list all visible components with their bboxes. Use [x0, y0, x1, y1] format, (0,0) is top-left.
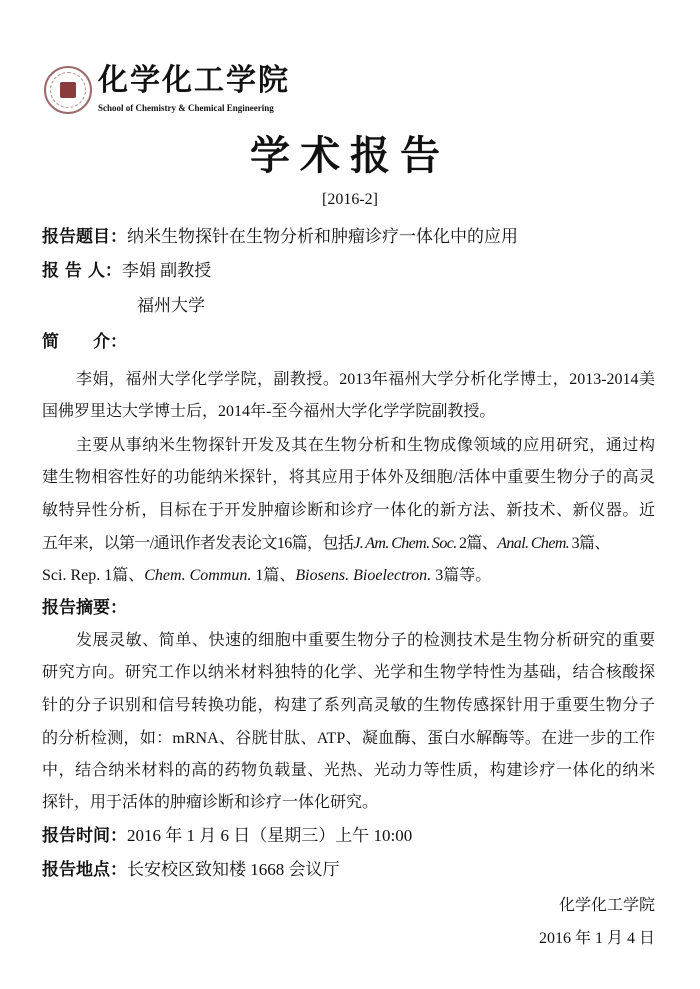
- time-value: 2016 年 1 月 6 日（星期三）上午 10:00: [127, 826, 413, 845]
- intro-label: 简 介：: [42, 332, 127, 352]
- report-number: [2016-2]: [322, 191, 378, 208]
- school-seal-logo: [44, 66, 92, 114]
- speaker-name: 李娟 副教授: [121, 261, 212, 280]
- text: 3篇、: [571, 535, 610, 552]
- logo-name-en: School of Chemistry & Chemical Engineering: [98, 103, 274, 113]
- text: 五年来，以第一/通讯作者发表论文16篇，包括: [42, 535, 354, 552]
- intro-line: 建生物相容性好的功能纳米探针，将其应用于体外及细胞/活体中重要生物分子的高灵: [42, 469, 655, 486]
- abstract-line: 中，结合纳米材料的高的药物负载量、光热、光动力等性质，构建诊疗一体化的纳米: [42, 762, 655, 779]
- signature-date: 2016 年 1 月 4 日: [538, 930, 655, 947]
- topic-label: 报告题目：: [42, 227, 127, 247]
- intro-line: [42, 534, 655, 554]
- speaker-row: [42, 260, 211, 282]
- abstract-line: 的分析检测，如：mRNA、谷胱甘肽、ATP、凝血酶、蛋白水解酶等。在进一步的工作: [42, 730, 655, 747]
- abstract-line: 发展灵敏、简单、快速的细胞中重要生物分子的检测技术是生物分析研究的重要: [76, 632, 655, 649]
- intro-line: [42, 566, 655, 586]
- place-label: 报告地点：: [42, 860, 127, 880]
- topic-row: [42, 226, 518, 248]
- text: Sci. Rep. 1篇、: [42, 567, 145, 584]
- journal-name: Biosens. Bioelectron.: [295, 567, 432, 584]
- intro-line: 国佛罗里达大学博士后，2014年-至今福州大学化学学院副教授。: [42, 403, 496, 420]
- intro-line: 李娟，福州大学化学学院，副教授。2013年福州大学分析化学博士，2013-2014美: [76, 371, 655, 388]
- speaker-affiliation: 福州大学: [137, 296, 205, 315]
- speaker-label: 报 告 人：: [42, 261, 122, 281]
- abstract-line: 针的分子识别和信号转换功能，构建了系列高灵敏的生物传感探针用于重要生物分子: [42, 697, 655, 714]
- text: 2篇、: [459, 535, 498, 552]
- abstract-line: 研究方向。研究工作以纳米材料独特的化学、光学和生物学特性为基础，结合核酸探: [42, 664, 655, 681]
- logo-name-cn: 化学化工学院: [98, 63, 290, 98]
- intro-line: 敏特异性分析，目标在于开发肿瘤诊断和诊疗一体化的新方法、新技术、新仪器。近: [42, 502, 655, 519]
- intro-line: 主要从事纳米生物探针开发及其在生物分析和生物成像领域的应用研究，通过构: [76, 437, 655, 454]
- abstract-label: 报告摘要：: [42, 598, 127, 618]
- abstract-line: 探针，用于活体的肿瘤诊断和诊疗一体化研究。: [42, 794, 379, 811]
- topic-value: 纳米生物探针在生物分析和肿瘤诊疗一体化中的应用: [127, 227, 518, 246]
- place-value: 长安校区致知楼 1668 会议厅: [127, 860, 340, 879]
- time-row: [42, 825, 412, 847]
- text: 1篇、: [255, 567, 296, 584]
- signature-org: 化学化工学院: [558, 897, 655, 914]
- place-row: [42, 859, 340, 881]
- journal-name: Chem. Commun.: [144, 567, 252, 584]
- time-label: 报告时间：: [42, 826, 127, 846]
- text: 3篇等。: [435, 567, 492, 584]
- journal-name: J. Am. Chem. Soc.: [353, 535, 457, 552]
- journal-name: Anal. Chem.: [497, 535, 570, 552]
- page-title: 学术报告: [250, 133, 450, 179]
